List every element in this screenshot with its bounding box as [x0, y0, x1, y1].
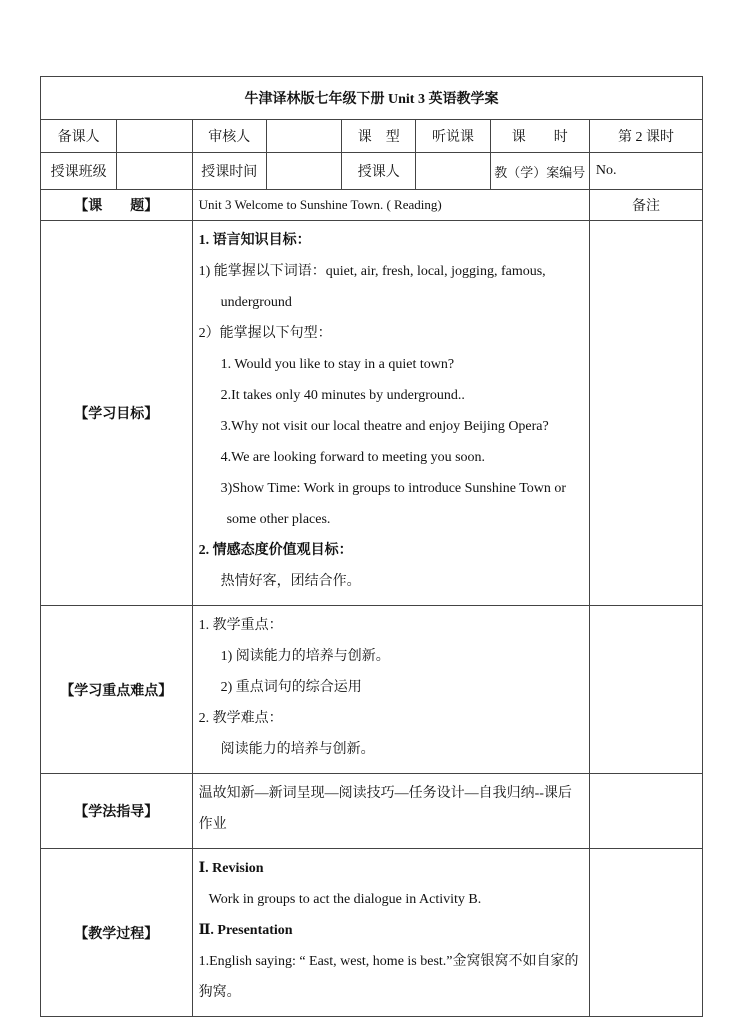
process-line: Work in groups to act the dialogue in Activity B.	[208, 892, 482, 907]
period-value: 第 2 课时	[589, 120, 702, 153]
plan-code-value: No.	[589, 153, 702, 190]
keypoint-line: 2) 重点词句的综合运用	[220, 680, 362, 695]
keypoints-remark	[589, 606, 702, 774]
objective-line: 2. 情感态度价值观目标：	[198, 543, 353, 558]
remark-header: 备注	[589, 190, 702, 221]
method-remark	[589, 774, 702, 849]
lesson-type-label: 课 型	[342, 120, 416, 153]
process-remark	[589, 849, 702, 1017]
method-label: 【学法指导】	[41, 774, 193, 849]
prep-value	[117, 120, 192, 153]
process-line: Ⅰ. Revision	[198, 861, 264, 876]
period-label: 课 时	[490, 120, 589, 153]
class-label: 授课班级	[41, 153, 117, 190]
time-label: 授课时间	[192, 153, 266, 190]
objective-line: 热情好客，团结合作。	[220, 574, 361, 589]
objectives-content	[192, 221, 589, 606]
process-line: Ⅱ. Presentation	[198, 923, 293, 938]
objective-line: 1. Would you like to stay in a quiet town?	[220, 357, 455, 372]
review-value	[266, 120, 341, 153]
class-value	[117, 153, 192, 190]
lesson-plan-table	[40, 76, 703, 1017]
process-label: 【教学过程】	[41, 849, 193, 1017]
objective-line: 1) 能掌握以下词语：quiet, air, fresh, local, jogging, famous,	[198, 264, 546, 279]
objective-line: some other places.	[226, 512, 331, 527]
objectives-remark	[589, 221, 702, 606]
keypoint-line: 1) 阅读能力的培养与创新。	[220, 649, 390, 664]
teacher-label: 授课人	[342, 153, 416, 190]
prep-label: 备课人	[41, 120, 117, 153]
objective-line: 4.We are looking forward to meeting you soon.	[220, 450, 486, 465]
objective-line: 2）能掌握以下句型：	[198, 326, 332, 341]
document-title: 牛津译林版七年级下册 Unit 3 英语教学案	[41, 77, 703, 120]
objective-line: 3.Why not visit our local theatre and enjoy Beijing Opera?	[220, 419, 549, 434]
keypoint-line: 2. 教学难点：	[198, 711, 283, 726]
review-label: 审核人	[192, 120, 266, 153]
method-content	[192, 774, 589, 849]
plan-code-label: 教（学）案编号	[490, 153, 589, 190]
process-line: 1.English saying: “ East, west, home is best.”金窝银窝不如自家的狗窝。	[198, 954, 579, 1000]
objectives-label: 【学习目标】	[41, 221, 193, 606]
teacher-value	[416, 153, 490, 190]
objective-line: underground	[220, 295, 292, 310]
objective-line: 3)Show Time: Work in groups to introduce Sunshine Town or	[220, 481, 567, 496]
topic-value: Unit 3 Welcome to Sunshine Town. ( Reading)	[192, 190, 589, 221]
keypoint-line: 1. 教学重点：	[198, 618, 283, 633]
method-text: 温故知新—新词呈现—阅读技巧—任务设计—自我归纳--课后作业	[198, 786, 572, 832]
lesson-type-value: 听说课	[416, 120, 490, 153]
time-value	[266, 153, 341, 190]
keypoints-label: 【学习重点难点】	[41, 606, 193, 774]
objective-line: 2.It takes only 40 minutes by underground..	[220, 388, 465, 403]
keypoints-content	[192, 606, 589, 774]
keypoint-line: 阅读能力的培养与创新。	[220, 742, 375, 757]
topic-label: 【课 题】	[41, 190, 193, 221]
objective-line: 1. 语言知识目标：	[198, 233, 311, 248]
process-content	[192, 849, 589, 1017]
